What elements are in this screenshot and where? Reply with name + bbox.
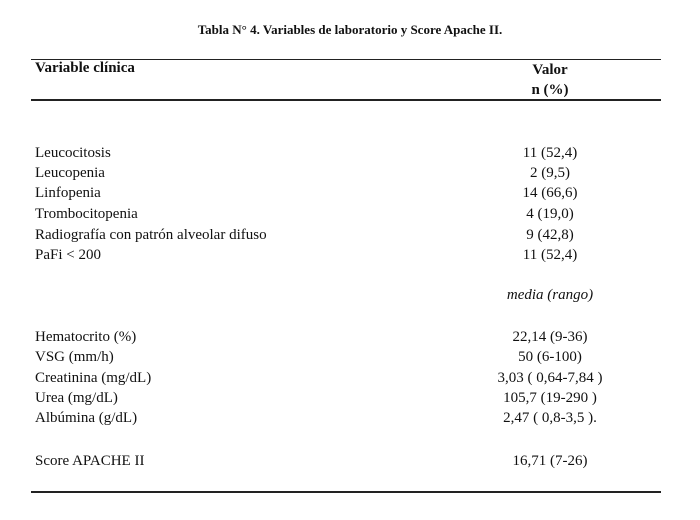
header-variable: Variable clínica (35, 60, 135, 76)
row-label: Hematocrito (%) (35, 329, 137, 345)
table-row (0, 245, 700, 265)
row-value: 4 (19,0) (526, 206, 574, 222)
row-label: Score APACHE II (35, 453, 145, 469)
row-value: 22,14 (9-36) (512, 329, 588, 345)
table-row (0, 347, 700, 367)
table-row (0, 388, 700, 408)
row-label: Linfopenia (35, 185, 101, 201)
row-value: 105,7 (19-290 ) (503, 390, 597, 406)
header-value (470, 60, 630, 100)
table-row (0, 327, 700, 347)
row-label: Radiografía con patrón alveolar difuso (35, 227, 267, 243)
row-label: Trombocitopenia (35, 206, 138, 222)
row-value: 2,47 ( 0,8-3,5 ). (503, 410, 597, 426)
row-value: 2 (9,5) (530, 165, 570, 181)
table-row (0, 408, 700, 428)
row-value: 16,71 (7-26) (512, 453, 588, 469)
header-value-line1: Valor (532, 62, 568, 78)
table-row (0, 183, 700, 203)
row-label: Leucopenia (35, 165, 105, 181)
row-label: Urea (mg/dL) (35, 390, 118, 406)
bottom-rule (31, 491, 661, 493)
table-row (0, 451, 700, 471)
table-row (0, 368, 700, 388)
row-value: 11 (52,4) (522, 145, 578, 161)
row-value: 50 (6-100) (518, 349, 582, 365)
row-value: 9 (42,8) (526, 227, 574, 243)
header-rule (31, 99, 661, 101)
row-label: Creatinina (mg/dL) (35, 370, 152, 386)
table-caption: Tabla N° 4. Variables de laboratorio y Score Apache II. (197, 22, 503, 37)
header-value-line2: n (%) (531, 82, 569, 98)
row-label: Albúmina (g/dL) (35, 410, 138, 426)
row-label: PaFi < 200 (35, 247, 101, 263)
row-label: VSG (mm/h) (35, 349, 114, 365)
row-value: 14 (66,6) (522, 185, 578, 201)
table-row (0, 225, 700, 245)
row-label: Leucocitosis (35, 145, 111, 161)
table-row (0, 143, 700, 163)
subheader: media (rango) (506, 287, 594, 303)
row-value: 11 (52,4) (522, 247, 578, 263)
row-value: 3,03 ( 0,64-7,84 ) (497, 370, 603, 386)
table-row (0, 204, 700, 224)
table-row (0, 163, 700, 183)
